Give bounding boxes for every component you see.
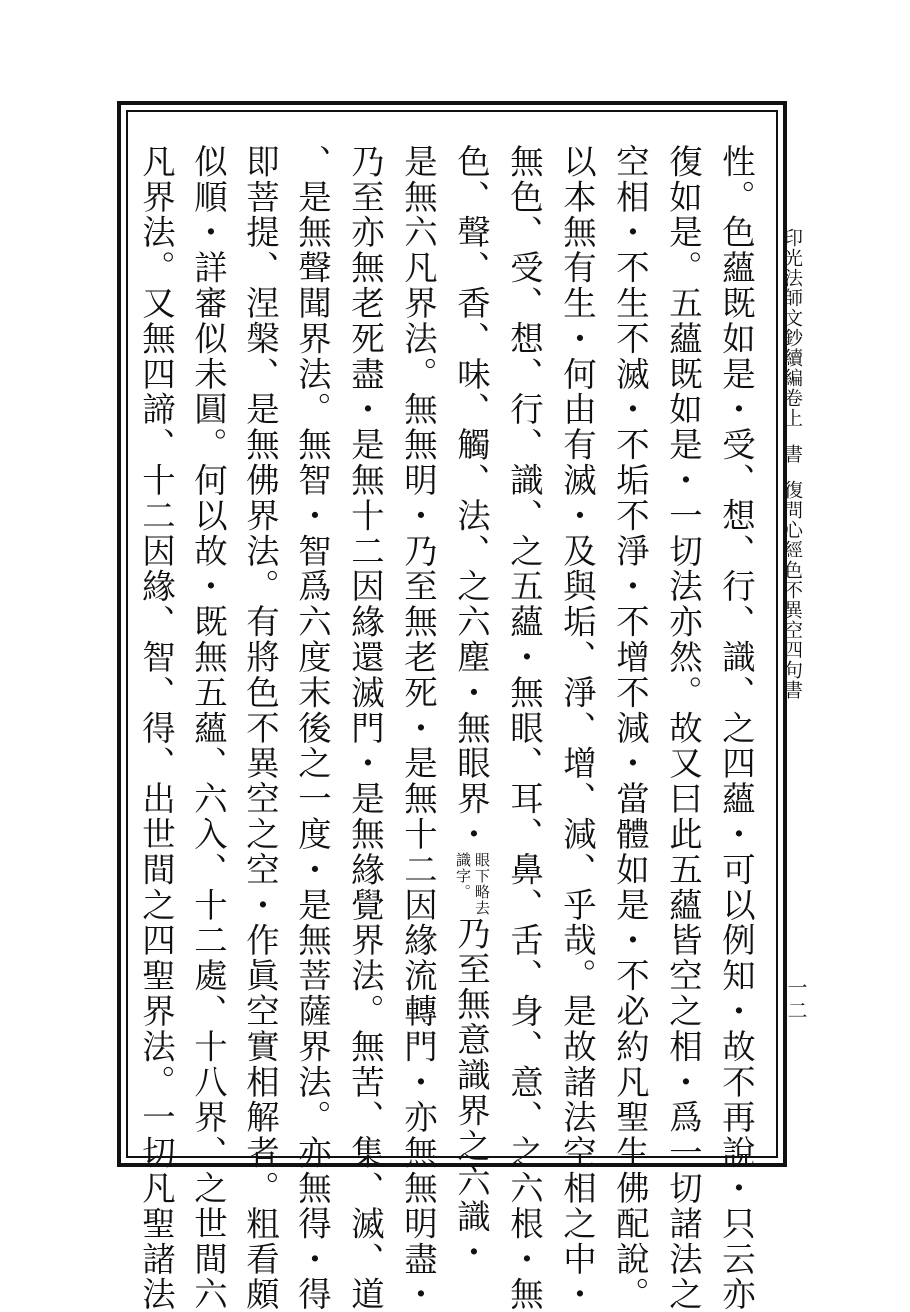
text-column-2: 復如是。五蘊既如是・一切法亦然。故又曰此五蘊皆空之相・爲一切諸法之: [664, 144, 703, 1312]
book-title: 印光法師文鈔續編卷上: [781, 228, 803, 428]
running-header: [780, 228, 804, 700]
text-column-9: 、是無聲聞界法。無智・智爲六度末後之一度・是無菩薩界法。亦無得・得: [293, 144, 332, 1312]
column-6-text-after: 乃至無意識界之六識・: [452, 916, 491, 1270]
page-number: 一二: [784, 977, 808, 1023]
text-column-6: [451, 144, 491, 1270]
text-column-7: 是無六凡界法。無無明・乃至無老死・是無十二因緣流轉門・亦無無明盡・: [399, 144, 438, 1312]
annotation-line-2: 識字。: [454, 852, 472, 900]
section-category: 書: [781, 444, 803, 464]
text-column-1: 性。色蘊既如是・受、想、行、識、之四蘊・可以例知・故不再說・只云亦: [717, 144, 756, 1312]
text-column-4: 以本無有生・何由有滅・及與垢、淨、增、減、乎哉。是故諸法空相之中・: [558, 144, 597, 1312]
column-6-text-before: 色、聲、香、味、觸、法、之六塵・無眼界・: [452, 144, 491, 852]
text-column-11: 似順・詳審似未圓。何以故・既無五蘊、六入、十二處、十八界、之世間六: [189, 144, 228, 1312]
text-column-8: 乃至亦無老死盡・是無十二因緣還滅門・是無緣覺界法。無苦、集、滅、道: [346, 144, 385, 1312]
text-column-12: 凡界法。又無四諦、十二因緣、智、得、出世間之四聖界法。一切凡聖諸法: [137, 144, 176, 1312]
text-column-3: 空相・不生不滅・不垢不淨・不增不減・當體如是・不必約凡聖生佛配說。: [611, 144, 650, 1312]
letter-title: 復問心經色不異空四句書: [781, 480, 803, 700]
inline-annotation: [453, 852, 491, 916]
text-column-5: 無色、受、想、行、識、之五蘊・無眼、耳、鼻、舌、身、意、之六根・無: [505, 144, 544, 1312]
text-column-10: 即菩提、涅槃、是無佛界法。有將色不異空之空・作眞空實相解者。粗看頗: [241, 144, 280, 1312]
annotation-line-1: 眼下略去: [473, 852, 491, 916]
